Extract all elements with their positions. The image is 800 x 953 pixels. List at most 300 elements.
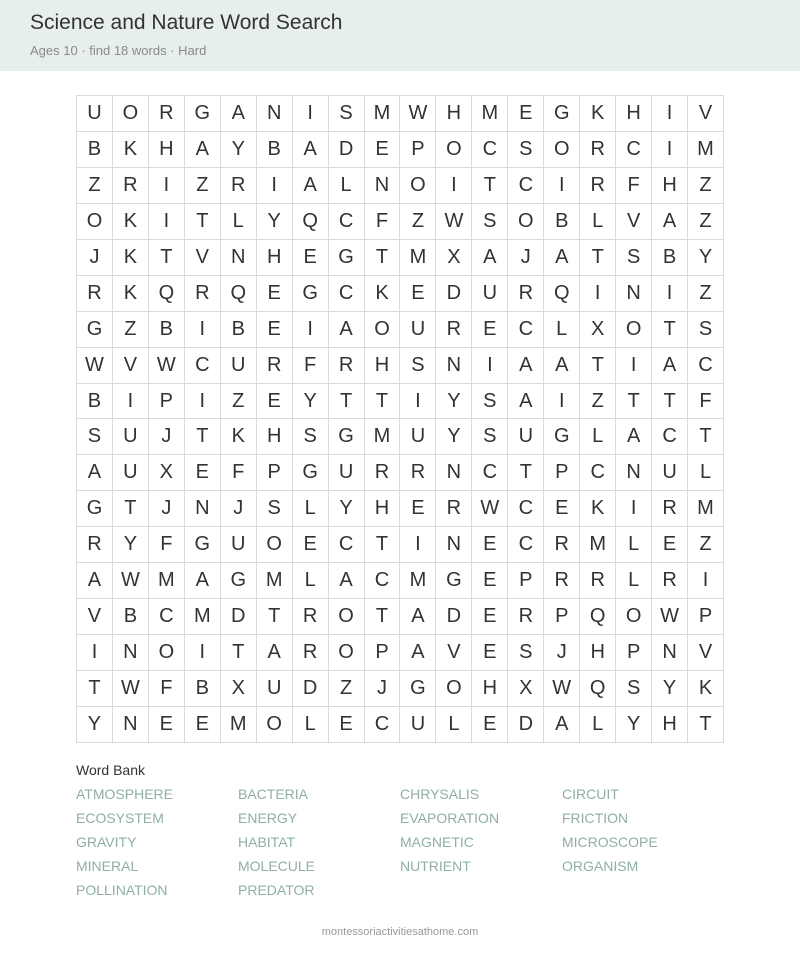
grid-cell[interactable]: M xyxy=(257,563,293,599)
grid-cell[interactable]: S xyxy=(400,348,436,384)
grid-cell[interactable]: K xyxy=(113,204,149,240)
grid-cell[interactable]: H xyxy=(616,96,652,132)
grid-cell[interactable]: M xyxy=(365,419,401,455)
grid-cell[interactable]: A xyxy=(652,348,688,384)
grid-cell[interactable]: B xyxy=(185,671,221,707)
grid-cell[interactable]: M xyxy=(688,491,724,527)
grid-cell[interactable]: G xyxy=(436,563,472,599)
grid-cell[interactable]: T xyxy=(652,312,688,348)
grid-cell[interactable]: X xyxy=(436,240,472,276)
grid-cell[interactable]: O xyxy=(329,635,365,671)
grid-cell[interactable]: I xyxy=(652,96,688,132)
grid-cell[interactable]: S xyxy=(616,671,652,707)
grid-cell[interactable]: U xyxy=(113,455,149,491)
grid-cell[interactable]: Z xyxy=(580,384,616,420)
grid-cell[interactable]: O xyxy=(436,132,472,168)
grid-cell[interactable]: O xyxy=(508,204,544,240)
grid-cell[interactable]: W xyxy=(400,96,436,132)
grid-cell[interactable]: X xyxy=(221,671,257,707)
grid-cell[interactable]: K xyxy=(221,419,257,455)
grid-cell[interactable]: F xyxy=(688,384,724,420)
grid-cell[interactable]: G xyxy=(293,276,329,312)
grid-cell[interactable]: E xyxy=(472,707,508,743)
grid-cell[interactable]: O xyxy=(616,312,652,348)
grid-cell[interactable]: G xyxy=(221,563,257,599)
grid-cell[interactable]: C xyxy=(365,563,401,599)
grid-cell[interactable]: K xyxy=(688,671,724,707)
grid-cell[interactable]: A xyxy=(185,563,221,599)
grid-cell[interactable]: Z xyxy=(688,276,724,312)
grid-cell[interactable]: U xyxy=(257,671,293,707)
grid-cell[interactable]: N xyxy=(185,491,221,527)
grid-cell[interactable]: C xyxy=(616,132,652,168)
grid-cell[interactable]: E xyxy=(472,563,508,599)
grid-cell[interactable]: R xyxy=(77,527,113,563)
grid-cell[interactable]: P xyxy=(149,384,185,420)
grid-cell[interactable]: L xyxy=(616,527,652,563)
grid-cell[interactable]: T xyxy=(329,384,365,420)
grid-cell[interactable]: E xyxy=(149,707,185,743)
grid-cell[interactable]: M xyxy=(185,599,221,635)
grid-cell[interactable]: K xyxy=(365,276,401,312)
grid-cell[interactable]: E xyxy=(652,527,688,563)
grid-cell[interactable]: R xyxy=(257,348,293,384)
grid-cell[interactable]: A xyxy=(400,635,436,671)
grid-cell[interactable]: O xyxy=(77,204,113,240)
grid-cell[interactable]: T xyxy=(688,707,724,743)
grid-cell[interactable]: M xyxy=(365,96,401,132)
grid-cell[interactable]: C xyxy=(329,204,365,240)
grid-cell[interactable]: H xyxy=(436,96,472,132)
grid-cell[interactable]: D xyxy=(436,599,472,635)
grid-cell[interactable]: Y xyxy=(113,527,149,563)
grid-cell[interactable]: P xyxy=(257,455,293,491)
grid-cell[interactable]: R xyxy=(652,491,688,527)
grid-cell[interactable]: A xyxy=(329,312,365,348)
grid-cell[interactable]: Y xyxy=(436,419,472,455)
grid-cell[interactable]: W xyxy=(113,563,149,599)
grid-cell[interactable]: B xyxy=(77,384,113,420)
grid-cell[interactable]: Z xyxy=(329,671,365,707)
grid-cell[interactable]: Q xyxy=(544,276,580,312)
grid-cell[interactable]: C xyxy=(508,312,544,348)
grid-cell[interactable]: Y xyxy=(221,132,257,168)
grid-cell[interactable]: V xyxy=(688,96,724,132)
grid-cell[interactable]: Y xyxy=(616,707,652,743)
grid-cell[interactable]: O xyxy=(257,707,293,743)
grid-cell[interactable]: A xyxy=(293,168,329,204)
grid-cell[interactable]: C xyxy=(185,348,221,384)
grid-cell[interactable]: M xyxy=(400,563,436,599)
grid-cell[interactable]: Z xyxy=(688,204,724,240)
grid-cell[interactable]: I xyxy=(149,204,185,240)
grid-cell[interactable]: A xyxy=(77,563,113,599)
grid-cell[interactable]: H xyxy=(257,419,293,455)
grid-cell[interactable]: T xyxy=(616,384,652,420)
grid-cell[interactable]: S xyxy=(77,419,113,455)
grid-cell[interactable]: H xyxy=(580,635,616,671)
grid-cell[interactable]: U xyxy=(400,707,436,743)
grid-cell[interactable]: K xyxy=(113,240,149,276)
grid-cell[interactable]: G xyxy=(329,240,365,276)
grid-cell[interactable]: B xyxy=(221,312,257,348)
grid-cell[interactable]: Y xyxy=(688,240,724,276)
grid-cell[interactable]: D xyxy=(329,132,365,168)
grid-cell[interactable]: O xyxy=(544,132,580,168)
grid-cell[interactable]: R xyxy=(221,168,257,204)
grid-cell[interactable]: J xyxy=(508,240,544,276)
grid-cell[interactable]: M xyxy=(400,240,436,276)
grid-cell[interactable]: Q xyxy=(149,276,185,312)
grid-cell[interactable]: A xyxy=(257,635,293,671)
grid-cell[interactable]: W xyxy=(77,348,113,384)
grid-cell[interactable]: J xyxy=(77,240,113,276)
grid-cell[interactable]: K xyxy=(113,276,149,312)
grid-cell[interactable]: Y xyxy=(652,671,688,707)
grid-cell[interactable]: G xyxy=(544,96,580,132)
grid-cell[interactable]: A xyxy=(329,563,365,599)
grid-cell[interactable]: I xyxy=(652,132,688,168)
grid-cell[interactable]: C xyxy=(365,707,401,743)
grid-cell[interactable]: C xyxy=(149,599,185,635)
grid-cell[interactable]: H xyxy=(149,132,185,168)
grid-cell[interactable]: I xyxy=(257,168,293,204)
grid-cell[interactable]: A xyxy=(544,240,580,276)
grid-cell[interactable]: C xyxy=(688,348,724,384)
grid-cell[interactable]: T xyxy=(688,419,724,455)
grid-cell[interactable]: A xyxy=(221,96,257,132)
grid-cell[interactable]: O xyxy=(257,527,293,563)
grid-cell[interactable]: A xyxy=(544,707,580,743)
grid-cell[interactable]: Y xyxy=(436,384,472,420)
grid-cell[interactable]: G xyxy=(77,312,113,348)
grid-cell[interactable]: R xyxy=(77,276,113,312)
grid-cell[interactable]: R xyxy=(436,312,472,348)
grid-cell[interactable]: S xyxy=(257,491,293,527)
grid-cell[interactable]: U xyxy=(400,419,436,455)
grid-cell[interactable]: T xyxy=(185,204,221,240)
grid-cell[interactable]: R xyxy=(293,599,329,635)
grid-cell[interactable]: I xyxy=(436,168,472,204)
grid-cell[interactable]: E xyxy=(472,312,508,348)
grid-cell[interactable]: I xyxy=(293,312,329,348)
grid-cell[interactable]: T xyxy=(365,599,401,635)
grid-cell[interactable]: L xyxy=(329,168,365,204)
grid-cell[interactable]: U xyxy=(221,527,257,563)
grid-cell[interactable]: Q xyxy=(580,671,616,707)
grid-cell[interactable]: H xyxy=(365,348,401,384)
grid-cell[interactable]: A xyxy=(185,132,221,168)
grid-cell[interactable]: J xyxy=(365,671,401,707)
grid-cell[interactable]: Z xyxy=(77,168,113,204)
grid-cell[interactable]: E xyxy=(293,240,329,276)
grid-cell[interactable]: P xyxy=(688,599,724,635)
grid-cell[interactable]: N xyxy=(113,635,149,671)
grid-cell[interactable]: H xyxy=(472,671,508,707)
grid-cell[interactable]: S xyxy=(293,419,329,455)
grid-cell[interactable]: T xyxy=(580,348,616,384)
grid-cell[interactable]: L xyxy=(688,455,724,491)
grid-cell[interactable]: B xyxy=(544,204,580,240)
grid-cell[interactable]: Z xyxy=(400,204,436,240)
grid-cell[interactable]: P xyxy=(544,599,580,635)
grid-cell[interactable]: A xyxy=(508,348,544,384)
grid-cell[interactable]: R xyxy=(436,491,472,527)
grid-cell[interactable]: U xyxy=(472,276,508,312)
grid-cell[interactable]: I xyxy=(544,384,580,420)
grid-cell[interactable]: G xyxy=(544,419,580,455)
grid-cell[interactable]: U xyxy=(400,312,436,348)
grid-cell[interactable]: I xyxy=(185,635,221,671)
grid-cell[interactable]: R xyxy=(329,348,365,384)
grid-cell[interactable]: F xyxy=(149,671,185,707)
grid-cell[interactable]: B xyxy=(113,599,149,635)
grid-cell[interactable]: I xyxy=(616,348,652,384)
grid-cell[interactable]: E xyxy=(400,276,436,312)
grid-cell[interactable]: M xyxy=(149,563,185,599)
grid-cell[interactable]: D xyxy=(221,599,257,635)
grid-cell[interactable]: U xyxy=(113,419,149,455)
grid-cell[interactable]: X xyxy=(580,312,616,348)
grid-cell[interactable]: Q xyxy=(580,599,616,635)
grid-cell[interactable]: Q xyxy=(293,204,329,240)
grid-cell[interactable]: W xyxy=(472,491,508,527)
grid-cell[interactable]: I xyxy=(185,384,221,420)
grid-cell[interactable]: V xyxy=(616,204,652,240)
grid-cell[interactable]: I xyxy=(688,563,724,599)
grid-cell[interactable]: I xyxy=(400,384,436,420)
grid-cell[interactable]: E xyxy=(257,312,293,348)
grid-cell[interactable]: K xyxy=(580,491,616,527)
grid-cell[interactable]: T xyxy=(221,635,257,671)
grid-cell[interactable]: P xyxy=(544,455,580,491)
grid-cell[interactable]: Y xyxy=(77,707,113,743)
grid-cell[interactable]: N xyxy=(436,348,472,384)
grid-cell[interactable]: N xyxy=(436,527,472,563)
grid-cell[interactable]: G xyxy=(293,455,329,491)
grid-cell[interactable]: R xyxy=(400,455,436,491)
grid-cell[interactable]: M xyxy=(688,132,724,168)
grid-cell[interactable]: E xyxy=(365,132,401,168)
grid-cell[interactable]: L xyxy=(544,312,580,348)
grid-cell[interactable]: Z xyxy=(688,168,724,204)
grid-cell[interactable]: O xyxy=(113,96,149,132)
grid-cell[interactable]: T xyxy=(185,419,221,455)
grid-cell[interactable]: E xyxy=(185,707,221,743)
grid-cell[interactable]: L xyxy=(221,204,257,240)
grid-cell[interactable]: X xyxy=(149,455,185,491)
grid-cell[interactable]: I xyxy=(185,312,221,348)
grid-cell[interactable]: L xyxy=(616,563,652,599)
grid-cell[interactable]: Q xyxy=(221,276,257,312)
grid-cell[interactable]: I xyxy=(472,348,508,384)
grid-cell[interactable]: L xyxy=(580,419,616,455)
grid-cell[interactable]: E xyxy=(544,491,580,527)
grid-cell[interactable]: Y xyxy=(293,384,329,420)
grid-cell[interactable]: P xyxy=(365,635,401,671)
grid-cell[interactable]: R xyxy=(508,276,544,312)
grid-cell[interactable]: S xyxy=(688,312,724,348)
grid-cell[interactable]: C xyxy=(472,455,508,491)
grid-cell[interactable]: R xyxy=(580,563,616,599)
grid-cell[interactable]: L xyxy=(293,491,329,527)
grid-cell[interactable]: T xyxy=(77,671,113,707)
grid-cell[interactable]: J xyxy=(149,491,185,527)
grid-cell[interactable]: R xyxy=(293,635,329,671)
grid-cell[interactable]: A xyxy=(652,204,688,240)
grid-cell[interactable]: I xyxy=(400,527,436,563)
grid-cell[interactable]: I xyxy=(580,276,616,312)
grid-cell[interactable]: G xyxy=(329,419,365,455)
grid-cell[interactable]: U xyxy=(329,455,365,491)
grid-cell[interactable]: S xyxy=(472,419,508,455)
grid-cell[interactable]: A xyxy=(544,348,580,384)
grid-cell[interactable]: L xyxy=(436,707,472,743)
grid-cell[interactable]: R xyxy=(508,599,544,635)
grid-cell[interactable]: A xyxy=(400,599,436,635)
grid-cell[interactable]: C xyxy=(329,276,365,312)
grid-cell[interactable]: J xyxy=(149,419,185,455)
grid-cell[interactable]: P xyxy=(616,635,652,671)
grid-cell[interactable]: I xyxy=(293,96,329,132)
grid-cell[interactable]: W xyxy=(149,348,185,384)
grid-cell[interactable]: N xyxy=(616,455,652,491)
grid-cell[interactable]: U xyxy=(652,455,688,491)
grid-cell[interactable]: S xyxy=(616,240,652,276)
grid-cell[interactable]: C xyxy=(652,419,688,455)
grid-cell[interactable]: V xyxy=(185,240,221,276)
grid-cell[interactable]: I xyxy=(652,276,688,312)
grid-cell[interactable]: J xyxy=(221,491,257,527)
grid-cell[interactable]: U xyxy=(508,419,544,455)
grid-cell[interactable]: I xyxy=(149,168,185,204)
grid-cell[interactable]: A xyxy=(616,419,652,455)
grid-cell[interactable]: R xyxy=(365,455,401,491)
grid-cell[interactable]: V xyxy=(436,635,472,671)
grid-cell[interactable]: E xyxy=(293,527,329,563)
grid-cell[interactable]: C xyxy=(508,168,544,204)
grid-cell[interactable]: R xyxy=(544,527,580,563)
grid-cell[interactable]: H xyxy=(652,168,688,204)
grid-cell[interactable]: H xyxy=(652,707,688,743)
grid-cell[interactable]: W xyxy=(544,671,580,707)
grid-cell[interactable]: W xyxy=(113,671,149,707)
grid-cell[interactable]: W xyxy=(652,599,688,635)
grid-cell[interactable]: N xyxy=(436,455,472,491)
grid-cell[interactable]: U xyxy=(221,348,257,384)
grid-cell[interactable]: A xyxy=(293,132,329,168)
grid-cell[interactable]: C xyxy=(472,132,508,168)
grid-cell[interactable]: C xyxy=(508,527,544,563)
grid-cell[interactable]: T xyxy=(508,455,544,491)
grid-cell[interactable]: S xyxy=(508,132,544,168)
grid-cell[interactable]: R xyxy=(185,276,221,312)
grid-cell[interactable]: B xyxy=(257,132,293,168)
grid-cell[interactable]: B xyxy=(77,132,113,168)
grid-cell[interactable]: K xyxy=(580,96,616,132)
grid-cell[interactable]: M xyxy=(580,527,616,563)
grid-cell[interactable]: D xyxy=(436,276,472,312)
grid-cell[interactable]: T xyxy=(365,240,401,276)
grid-cell[interactable]: U xyxy=(77,96,113,132)
grid-cell[interactable]: B xyxy=(149,312,185,348)
grid-cell[interactable]: L xyxy=(293,563,329,599)
grid-cell[interactable]: L xyxy=(580,204,616,240)
grid-cell[interactable]: R xyxy=(652,563,688,599)
grid-cell[interactable]: O xyxy=(436,671,472,707)
grid-cell[interactable]: T xyxy=(365,384,401,420)
grid-cell[interactable]: Z xyxy=(185,168,221,204)
grid-cell[interactable]: R xyxy=(580,168,616,204)
grid-cell[interactable]: N xyxy=(365,168,401,204)
grid-cell[interactable]: T xyxy=(257,599,293,635)
grid-cell[interactable]: R xyxy=(544,563,580,599)
grid-cell[interactable]: L xyxy=(293,707,329,743)
grid-cell[interactable]: O xyxy=(400,168,436,204)
grid-cell[interactable]: H xyxy=(257,240,293,276)
grid-cell[interactable]: Y xyxy=(329,491,365,527)
grid-cell[interactable]: W xyxy=(436,204,472,240)
grid-cell[interactable]: E xyxy=(257,384,293,420)
grid-cell[interactable]: C xyxy=(329,527,365,563)
grid-cell[interactable]: R xyxy=(149,96,185,132)
grid-cell[interactable]: M xyxy=(221,707,257,743)
grid-cell[interactable]: M xyxy=(472,96,508,132)
grid-cell[interactable]: N xyxy=(113,707,149,743)
grid-cell[interactable]: I xyxy=(544,168,580,204)
grid-cell[interactable]: Y xyxy=(257,204,293,240)
grid-cell[interactable]: E xyxy=(185,455,221,491)
grid-cell[interactable]: P xyxy=(400,132,436,168)
grid-cell[interactable]: E xyxy=(472,635,508,671)
grid-cell[interactable]: Z xyxy=(688,527,724,563)
grid-cell[interactable]: D xyxy=(508,707,544,743)
grid-cell[interactable]: O xyxy=(616,599,652,635)
grid-cell[interactable]: N xyxy=(257,96,293,132)
grid-cell[interactable]: T xyxy=(580,240,616,276)
grid-cell[interactable]: F xyxy=(365,204,401,240)
grid-cell[interactable]: L xyxy=(580,707,616,743)
grid-cell[interactable]: S xyxy=(508,635,544,671)
grid-cell[interactable]: D xyxy=(293,671,329,707)
grid-cell[interactable]: G xyxy=(185,527,221,563)
grid-cell[interactable]: A xyxy=(77,455,113,491)
grid-cell[interactable]: G xyxy=(400,671,436,707)
grid-cell[interactable]: C xyxy=(508,491,544,527)
grid-cell[interactable]: C xyxy=(580,455,616,491)
grid-cell[interactable]: F xyxy=(149,527,185,563)
grid-cell[interactable]: E xyxy=(400,491,436,527)
grid-cell[interactable]: F xyxy=(221,455,257,491)
grid-cell[interactable]: K xyxy=(113,132,149,168)
grid-cell[interactable]: S xyxy=(472,384,508,420)
grid-cell[interactable]: S xyxy=(472,204,508,240)
grid-cell[interactable]: P xyxy=(508,563,544,599)
grid-cell[interactable]: B xyxy=(652,240,688,276)
grid-cell[interactable]: N xyxy=(616,276,652,312)
grid-cell[interactable]: N xyxy=(652,635,688,671)
grid-cell[interactable]: T xyxy=(472,168,508,204)
grid-cell[interactable]: R xyxy=(580,132,616,168)
grid-cell[interactable]: J xyxy=(544,635,580,671)
grid-cell[interactable]: T xyxy=(149,240,185,276)
grid-cell[interactable]: S xyxy=(329,96,365,132)
grid-cell[interactable]: X xyxy=(508,671,544,707)
grid-cell[interactable]: I xyxy=(77,635,113,671)
grid-cell[interactable]: O xyxy=(149,635,185,671)
grid-cell[interactable]: I xyxy=(616,491,652,527)
grid-cell[interactable]: O xyxy=(365,312,401,348)
